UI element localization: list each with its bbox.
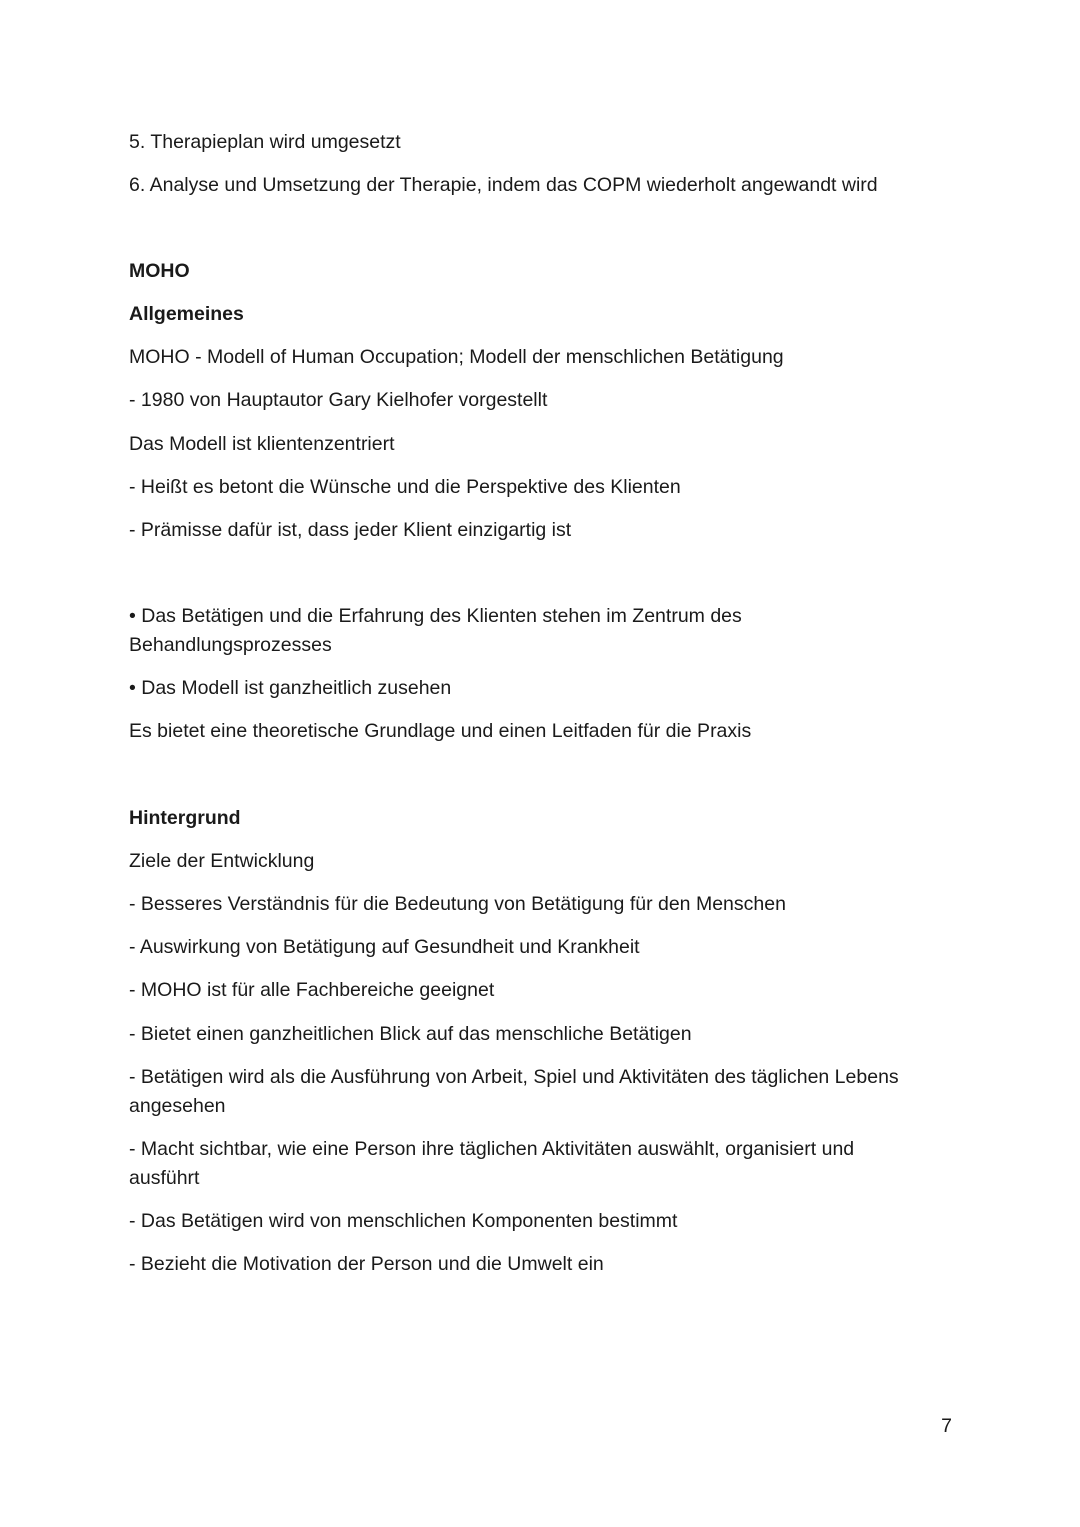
page-number: 7 [941,1415,952,1437]
hintergrund-item: - Macht sichtbar, wie eine Person ihre täglichen Aktivitäten auswählt, organisiert und ausführt [129,1138,855,1189]
allgemeines-heading: Allgemeines [129,303,244,325]
hintergrund-item: - Auswirkung von Betätigung auf Gesundheit und Krankheit [129,936,640,958]
allgemeines-closing: Es bietet eine theoretische Grundlage und einen Leitfaden für die Praxis [129,720,752,742]
hintergrund-item: - Bietet einen ganzheitlichen Blick auf das menschliche Betätigen [129,1023,692,1045]
moho-section-title: MOHO [129,260,190,282]
bullet-item: • Das Modell ist ganzheitlich zusehen [129,677,452,699]
hintergrund-heading: Hintergrund [129,807,241,829]
bullet-item: • Das Betätigen und die Erfahrung des Klienten stehen im Zentrum des Behandlungsprozesses [129,605,742,656]
step-6-line: 6. Analyse und Umsetzung der Therapie, indem das COPM wiederholt angewandt wird [129,174,878,196]
allgemeines-line: Das Modell ist klientenzentriert [129,433,395,455]
hintergrund-item: - Betätigen wird als die Ausführung von Arbeit, Spiel und Aktivitäten des täglichen Lebens angesehen [129,1066,899,1117]
allgemeines-line: - Prämisse dafür ist, dass jeder Klient einzigartig ist [129,519,572,541]
allgemeines-line: MOHO - Modell of Human Occupation; Modell der menschlichen Betätigung [129,346,784,368]
hintergrund-item: - MOHO ist für alle Fachbereiche geeignet [129,979,495,1001]
hintergrund-item: - Bezieht die Motivation der Person und die Umwelt ein [129,1253,604,1275]
hintergrund-subheading: Ziele der Entwicklung [129,850,315,872]
step-5-line: 5. Therapieplan wird umgesetzt [129,131,401,153]
hintergrund-item: - Besseres Verständnis für die Bedeutung von Betätigung für den Menschen [129,893,786,915]
allgemeines-line: - 1980 von Hauptautor Gary Kielhofer vorgestellt [129,389,548,411]
allgemeines-line: - Heißt es betont die Wünsche und die Perspektive des Klienten [129,476,681,498]
hintergrund-item: - Das Betätigen wird von menschlichen Komponenten bestimmt [129,1210,678,1232]
